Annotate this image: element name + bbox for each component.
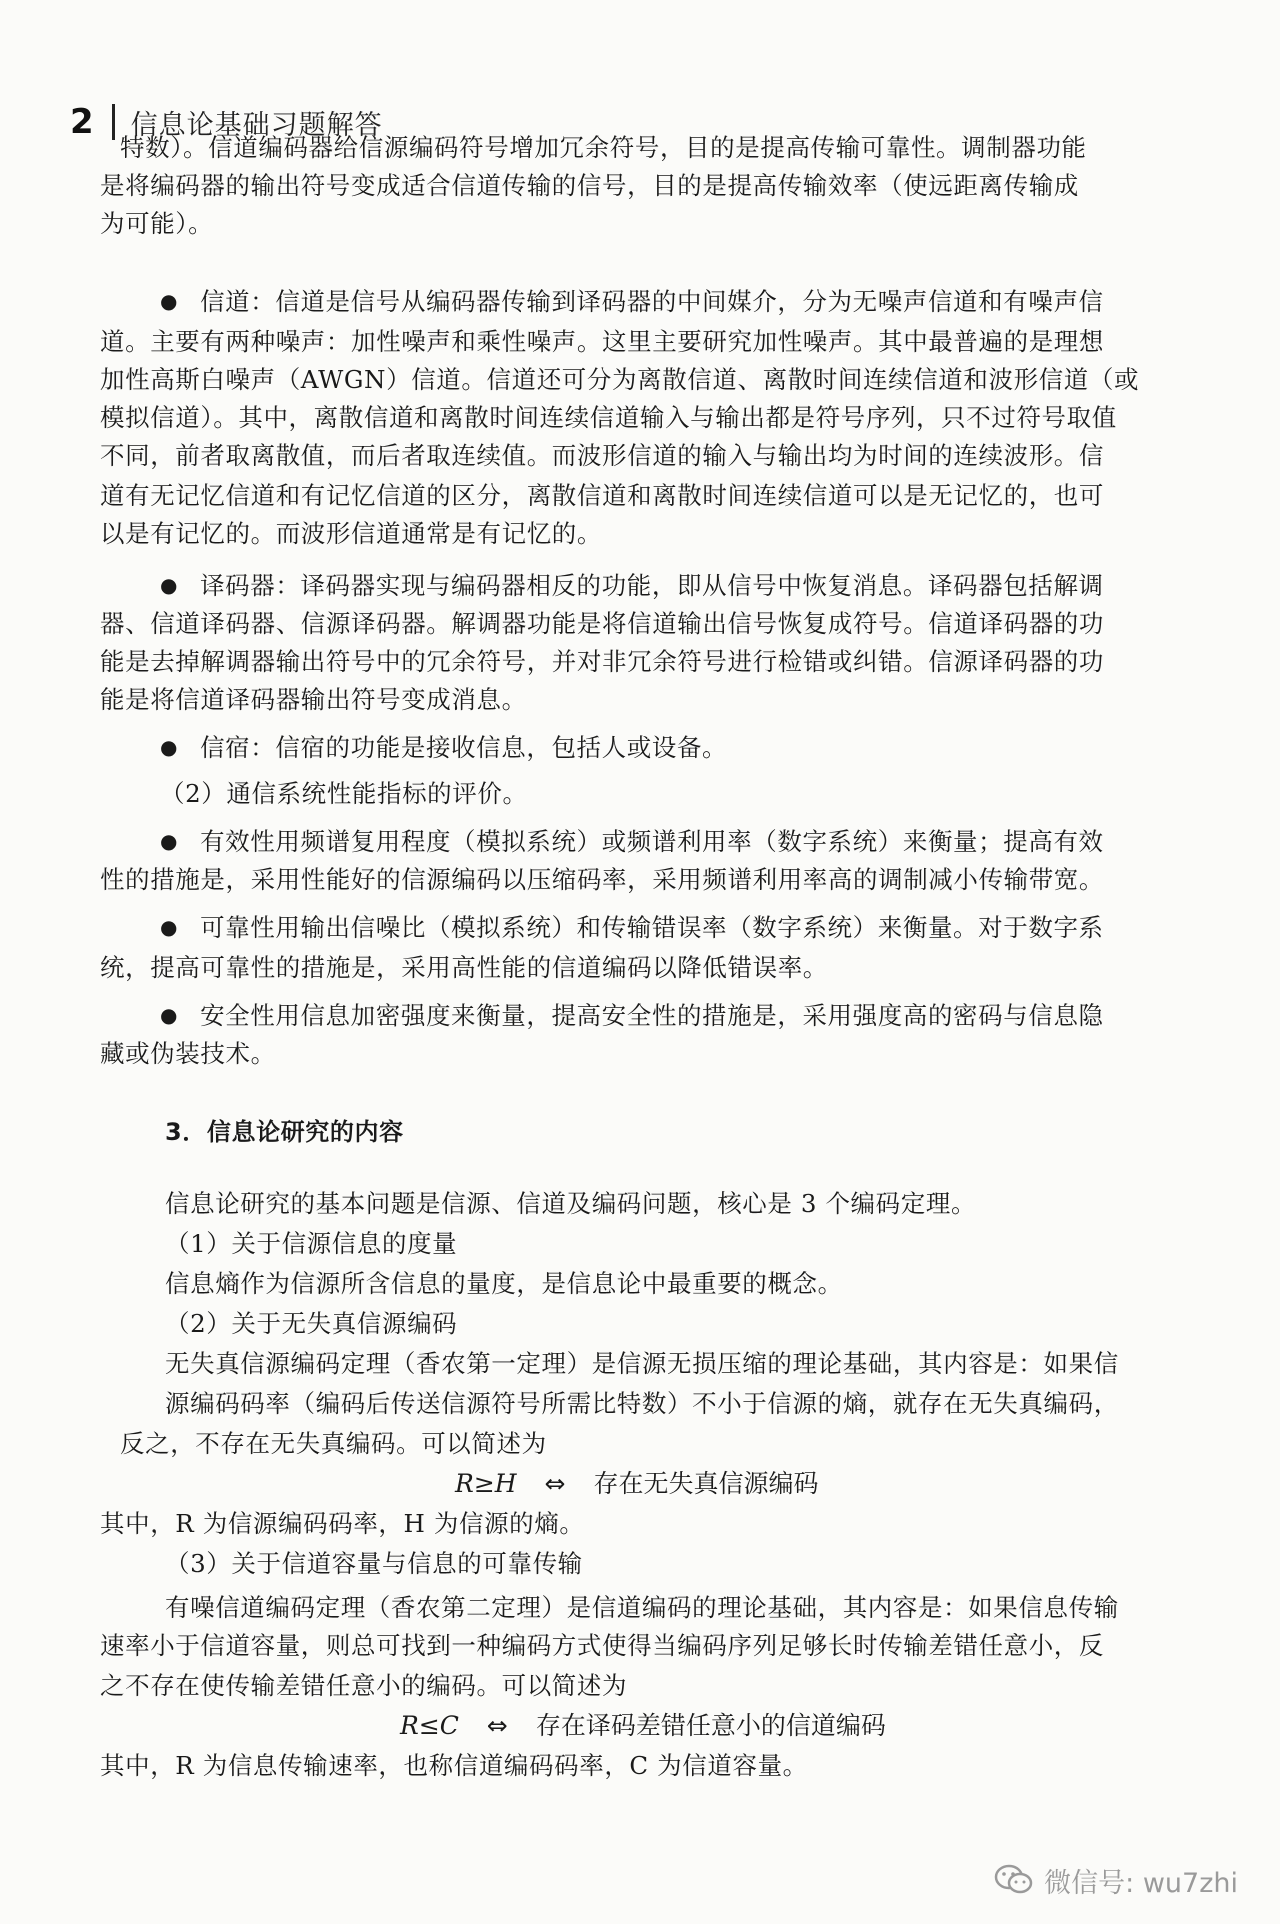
text-line: 道。主要有两种噪声：加性噪声和乘性噪声。这里主要研究加性噪声。其中最普遍的是理想: [100, 327, 1104, 356]
book-title: 信息论基础习题解答: [130, 109, 383, 141]
formula-rhs: 存在无失真信源编码: [593, 1469, 819, 1498]
text-line: 模拟信道）。其中，离散信道和离散时间连续信道输入与输出都是符号序列，只不过符号取值: [100, 403, 1117, 432]
text-line: 能是去掉解调器输出符号中的冗余符号，并对非冗余符号进行检错或纠错。信源译码器的功: [100, 647, 1104, 676]
text-line: 加性高斯白噪声（AWGN）信道。信道还可分为离散信道、离散时间连续信道和波形信道（或: [100, 365, 1140, 394]
text-line: （1）关于信源信息的度量: [165, 1229, 458, 1258]
text-line: 有效性用频谱复用程度（模拟系统）或频谱利用率（数字系统）来衡量；提高有效: [200, 827, 1104, 856]
text-line: 之不存在使传输差错任意小的编码。可以简述为: [100, 1671, 628, 1700]
text-line: 源编码码率（编码后传送信源符号所需比特数）不小于信源的熵，就存在无失真编码，: [165, 1389, 1119, 1418]
equivalence-icon: ⇔: [486, 1711, 508, 1740]
text-line: 为可能）。: [100, 209, 214, 238]
section-heading: 3．信息论研究的内容: [165, 1118, 404, 1146]
text-line: 信宿：信宿的功能是接收信息，包括人或设备。: [200, 733, 728, 762]
text-line: 译码器：译码器实现与编码器相反的功能，即从信号中恢复消息。译码器包括解调: [200, 571, 1104, 600]
text-line: （3）关于信道容量与信息的可靠传输: [165, 1549, 583, 1578]
text-line: 有噪信道编码定理（香农第二定理）是信道编码的理论基础，其内容是：如果信息传输: [165, 1593, 1119, 1622]
bullet-icon: ●: [160, 829, 179, 853]
bullet-icon: ●: [160, 573, 179, 597]
text-line: 不同，前者取离散值，而后者取连续值。而波形信道的输入与输出均为时间的连续波形。信: [100, 441, 1104, 470]
text-line: 是将编码器的输出符号变成适合信道传输的信号，目的是提高传输效率（使远距离传输成: [100, 171, 1079, 200]
watermark-text: 微信号: wu7zhi: [1044, 1867, 1238, 1899]
header-divider: [112, 104, 115, 140]
text-line: 藏或伪装技术。: [100, 1039, 276, 1068]
bullet-item-channel: [160, 282, 1104, 322]
formula-lhs: R≥H: [455, 1469, 517, 1498]
bullet-icon: ●: [160, 915, 179, 939]
text-line: 可靠性用输出信噪比（模拟系统）和传输错误率（数字系统）来衡量。对于数字系: [200, 913, 1104, 942]
bullet-icon: ●: [160, 735, 179, 759]
formula-source-coding: [455, 1464, 819, 1504]
text-line: 反之，不存在无失真编码。可以简述为: [120, 1429, 547, 1458]
bullet-item-reliability: [160, 908, 1104, 948]
text-line: 其中，R 为信源编码码率，H 为信源的熵。: [100, 1509, 585, 1538]
text-line: 能是将信道译码器输出符号变成消息。: [100, 685, 527, 714]
text-line: 性的措施是，采用性能好的信源编码以压缩码率，采用频谱利用率高的调制减小传输带宽。: [100, 865, 1104, 894]
formula-channel-coding: [400, 1706, 886, 1746]
text-line: 信息熵作为信源所含信息的量度，是信息论中最重要的概念。: [165, 1269, 843, 1298]
text-line: 信息论研究的基本问题是信源、信道及编码问题，核心是 3 个编码定理。: [165, 1189, 977, 1218]
text-line: 安全性用信息加密强度来衡量，提高安全性的措施是，采用强度高的密码与信息隐: [200, 1001, 1104, 1030]
bullet-icon: ●: [160, 289, 179, 313]
text-line: 特数）。信道编码器给信源编码符号增加冗余符号，目的是提高传输可靠性。调制器功能: [120, 133, 1087, 162]
text-line: 无失真信源编码定理（香农第一定理）是信源无损压缩的理论基础，其内容是：如果信: [165, 1349, 1119, 1378]
formula-lhs: R≤C: [400, 1711, 459, 1740]
text-line: 统，提高可靠性的措施是，采用高性能的信道编码以降低错误率。: [100, 953, 828, 982]
bullet-item-security: [160, 996, 1104, 1036]
text-line: 以是有记忆的。而波形信道通常是有记忆的。: [100, 519, 602, 548]
bullet-item-sink: [160, 728, 727, 768]
text-line: （2）通信系统性能指标的评价。: [160, 779, 528, 808]
text-line: 信道：信道是信号从编码器传输到译码器的中间媒介，分为无噪声信道和有噪声信: [200, 287, 1104, 316]
formula-rhs: 存在译码差错任意小的信道编码: [535, 1711, 886, 1740]
equivalence-icon: ⇔: [544, 1469, 566, 1498]
bullet-item-effectiveness: [160, 822, 1104, 862]
text-line: 其中，R 为信息传输速率，也称信道编码码率，C 为信道容量。: [100, 1751, 808, 1780]
text-line: 道有无记忆信道和有记忆信道的区分，离散信道和离散时间连续信道可以是无记忆的，也可: [100, 481, 1104, 510]
page-number: 2: [70, 102, 94, 142]
wechat-watermark: [994, 1860, 1238, 1900]
wechat-icon: [994, 1863, 1034, 1897]
bullet-icon: ●: [160, 1003, 179, 1027]
text-line: （2）关于无失真信源编码: [165, 1309, 458, 1338]
text-line: 器、信道译码器、信源译码器。解调器功能是将信道输出信号恢复成符号。信道译码器的功: [100, 609, 1104, 638]
bullet-item-decoder: [160, 566, 1104, 606]
text-line: 速率小于信道容量，则总可找到一种编码方式使得当编码序列足够长时传输差错任意小，反: [100, 1631, 1104, 1660]
